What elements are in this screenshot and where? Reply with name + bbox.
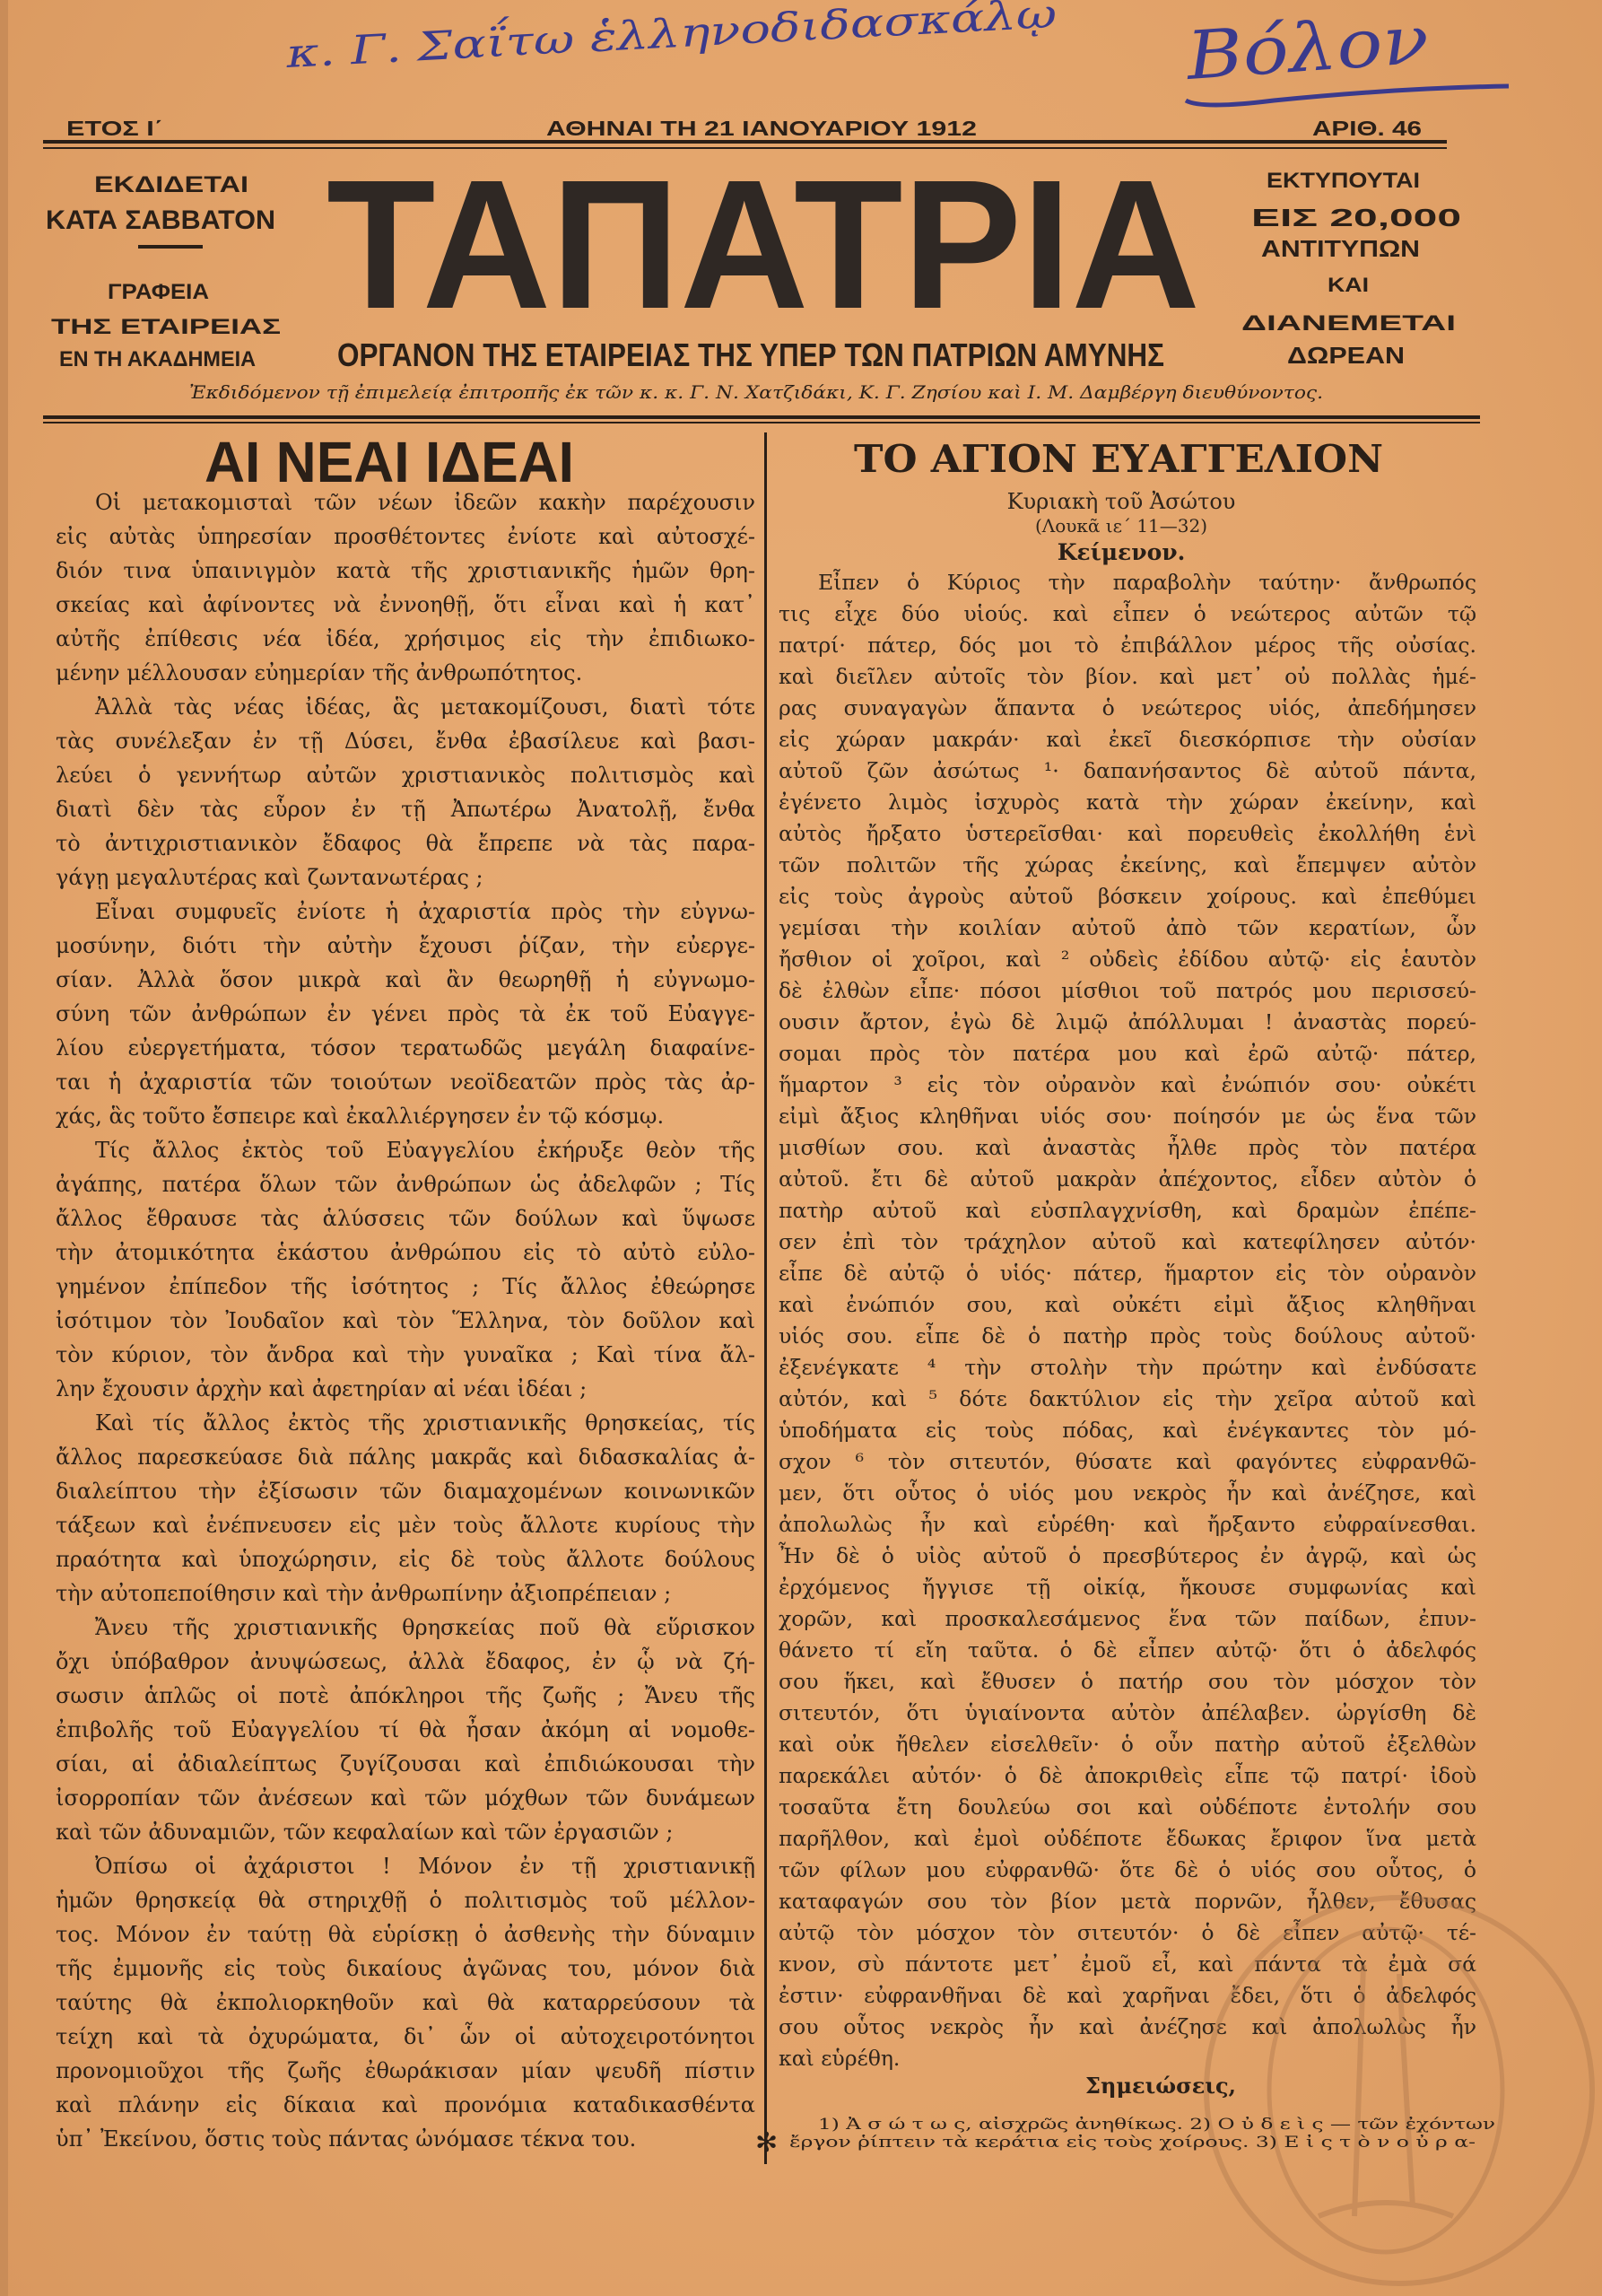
text-line: λίου εὐεργετήματα, τόσον τερατωδῶς μεγάλη διαφαίνε-: [56, 1035, 755, 1061]
text-line: πατρί· πάτερ, δός μοι τὸ ἐπιβάλλον μέρος τῆς οὐσίας.: [779, 633, 1476, 658]
text-line: χάς, ἃς τοῦτο ἔσπειρε καὶ ἐκαλλιέργησεν ἐν τῷ κόσμῳ.: [56, 1104, 665, 1129]
masthead-bottom-rule: [43, 415, 1480, 419]
text-line: αὐτὸς ἤρξατο ὑστερεῖσθαι· καὶ πορευθεὶς ἐκολλήθη ἑνὶ: [779, 821, 1476, 846]
text-line: ἄλλος ἔθραυσε τὰς ἁλύσσεις τῶν δούλων καὶ ὕψωσε: [56, 1206, 755, 1231]
text-line: ἰσότιμον τὸν Ἰουδαῖον καὶ τὸν Ἕλληνα, τὸν δοῦλον καὶ: [56, 1308, 755, 1333]
text-line: τις εἶχε δύο υἱούς. καὶ εἶπεν ὁ νεώτερος αὐτῶν τῷ: [779, 601, 1476, 626]
text-line: παρῆλθον, καὶ ἐμοὶ οὐδέποτε ἔδωκας ἔριφον ἵνα μετὰ: [779, 1826, 1476, 1851]
text-line: τὰς συνέλεξαν ἐν τῇ Δύσει, ἔνθα ἐβασίλευε καὶ βασι-: [56, 729, 755, 754]
text-line: Ἀλλὰ τὰς νέας ἰδέας, ἃς μετακομίζουσι, διατὶ τότε: [95, 694, 755, 720]
text-line: γημένον ἐπίπεδον τῆς ἰσότητος ; Τίς ἄλλος ἐθεώρησε: [56, 1274, 755, 1299]
text-line: καὶ εὑρέθη.: [779, 2046, 901, 2071]
text-line: σχον ⁶ τὸν σιτευτόν, θύσατε καὶ φαγόντες εὐφρανθῶ-: [779, 1449, 1476, 1474]
text-line: αὐτοῦ ζῶν ἀσώτως ¹· δαπανήσαντος δὲ αὐτοῦ πάντα,: [779, 758, 1476, 783]
text-line: Ἦν δὲ ὁ υἱὸς αὐτοῦ ὁ πρεσβύτερος ἐν ἀγρῷ, καὶ ὡς: [779, 1543, 1476, 1568]
text-line: ἐγένετο λιμὸς ἰσχυρὸς κατὰ τὴν χώραν ἐκείνην, καὶ: [779, 790, 1476, 815]
box-line: ΓΡΑΦΕΙΑ: [108, 280, 209, 304]
text-line: αὐτῷ τὸν μόσχον τὸν σιτευτόν· ὁ δὲ εἶπεν αὐτῷ· τέ-: [779, 1920, 1476, 1945]
box-line: ΔΙΑΝΕΜΕΤΑΙ: [1241, 311, 1456, 336]
footnote-line: 1) Ἀ σ ώ τ ω ς, αἰσχρῶς ἀνηθίκως. 2) Ο ὐ δ ε ὶ ς — τῶν ἐχόντων: [818, 2116, 1495, 2134]
left-article-body: [56, 485, 755, 2156]
text-line: ται ἡ ἀχαριστία τῶν τοιούτων νεοϊδεατῶν πρὸς τὰς ἀρ-: [56, 1069, 755, 1095]
footnote-line: ἔργον ῥίπτειν τὰ κεράτια εἰς τοὺς χοίρους. 3) Ε ἰ ς τ ὸ ν ο ὐ ρ α-: [789, 2134, 1476, 2152]
text-line: σομαι πρὸς τὸν πατέρα μου καὶ ἐρῶ αὐτῷ· πάτερ,: [779, 1041, 1476, 1066]
text-line: γεμίσαι τὴν κοιλίαν αὐτοῦ ἀπὸ τῶν κερατίων, ὧν: [779, 915, 1476, 940]
year-label: ΕΤΟΣ Ι΄: [66, 117, 163, 140]
text-line: διαλείπτου τὴν ἐξίσωσιν τῶν διαμαχομένων κοινωνικῶν: [56, 1479, 755, 1504]
editorial-credits: Ἐκδιδόμενον τῇ ἐπιμελείᾳ ἐπιτροπῆς ἐκ τῶν κ. κ. Γ. Ν. Χατζιδάκι, Κ. Γ. Ζησίου καὶ Ι. Μ. Δαμβέργη διευθύνοντος.: [189, 381, 1323, 403]
text-line: κνον, σὺ πάντοτε μετ᾿ ἐμοῦ εἶ, καὶ πάντα τὰ ἐμὰ σά: [779, 1951, 1476, 1977]
right-article-title: ΤΟ ΑΓΙΟΝ ΕΥΑΓΓΕΛΙΟΝ: [854, 437, 1383, 481]
text-line: καὶ οὐκ ἤθελεν εἰσελθεῖν· ὁ οὖν πατὴρ αὐτοῦ ἐξελθὼν: [779, 1732, 1476, 1757]
text-line: μοσύνην, διότι τὴν αὐτὴν ἔχουσι ῥίζαν, τὴν εὐεργε-: [56, 933, 755, 958]
masthead-bottom-rule-thin: [43, 422, 1480, 423]
handwritten-city: Βόλον: [1184, 3, 1401, 95]
text-line: σιτευτόν, ὅτι ὑγιαίνοντα αὐτὸν ἀπέλαβεν. ὠργίσθη δὲ: [779, 1700, 1476, 1725]
text-line: Εἶπεν ὁ Κύριος τὴν παραβολὴν ταύτην· ἄνθρωπός: [818, 570, 1476, 595]
text-line: Καὶ τίς ἄλλος ἐκτὸς τῆς χριστιανικῆς θρησκείας, τίς: [95, 1410, 755, 1436]
text-line: Ἄνευ τῆς χριστιανικῆς θρησκείας ποῦ θὰ εὕρισκον: [95, 1615, 755, 1640]
text-line: σου ἥκει, καὶ ἔθυσεν ὁ πατήρ σου τὸν μόσχον τὸν: [779, 1669, 1476, 1694]
text-line: πατὴρ αὐτοῦ καὶ εὐσπλαγχνίσθη, καὶ δραμὼν ἐπέπε-: [779, 1198, 1476, 1223]
text-line: τὸν κύριον, τὸν ἄνδρα καὶ τὴν γυναῖκα ; Καὶ τίνα ἄλ-: [56, 1342, 755, 1367]
text-line: Τίς ἄλλος ἐκτὸς τοῦ Εὐαγγελίου ἐκήρυξε θεὸν τῆς: [95, 1138, 755, 1163]
text-line: ἀγάπης, πατέρα ὅλων τῶν ἀνθρώπων ὡς ἀδελφῶν ; Τίς: [56, 1172, 755, 1197]
text-line: τῶν πολιτῶν τῆς χώρας ἐκείνης, καὶ ἔπεμψεν αὐτὸν: [779, 852, 1476, 877]
text-line: αὐτῆς ἐπίθεσις νέα ἰδέα, χρήσιμος εἰς τὴν ἐπιδιωκο-: [56, 626, 755, 651]
text-line: ἥμαρτον ³ εἰς τὸν οὐρανὸν καὶ ἐνώπιόν σου· οὐκέτι: [779, 1072, 1476, 1097]
left-article-title: ΑΙ ΝΕΑΙ ΙΔΕΑΙ: [205, 430, 574, 494]
text-line: Ὀπίσω οἱ ἀχάριστοι ! Μόνον ἐν τῇ χριστιανικῇ: [95, 1854, 755, 1879]
text-line: τοσαῦτα ἔτη δουλεύω σοι καὶ οὐδέποτε ἐντολήν σου: [779, 1794, 1476, 1820]
scripture-reference: (Λουκᾶ ιε΄ 11—32): [1034, 515, 1208, 537]
text-line: λην ἔχουσιν ἀρχὴν καὶ ἀφετηρίαν αἱ νέαι ἰδέαι ;: [56, 1376, 588, 1401]
text-line: ἐπιβολῆς τοῦ Εὐαγγελίου τί θὰ ἦσαν ἀκόμη αἱ νομοθε-: [56, 1717, 755, 1742]
text-line: ὑποδήματα εἰς τοὺς πόδας, καὶ ἐνέγκαντες τὸν μό-: [779, 1418, 1476, 1443]
text-line: λεύει ὁ γεννήτωρ αὐτῶν χριστιανικὸς πολιτισμὸς καὶ: [56, 763, 755, 788]
text-line: σεν ἐπὶ τὸν τράχηλον αὐτοῦ καὶ κατεφίλησεν αὐτόν·: [779, 1229, 1476, 1254]
box-line: ΑΝΤΙΤΥΠΩΝ: [1261, 235, 1420, 262]
asterisk-icon: ✻: [755, 2127, 779, 2159]
text-line: ἐξενέγκατε ⁴ τὴν στολὴν τὴν πρώτην καὶ ἐνδύσατε: [779, 1355, 1476, 1380]
text-line: σίαν. Ἀλλὰ ὅσον μικρὰ καὶ ἂν θεωρηθῇ ἡ εὐγνωμο-: [56, 967, 755, 992]
text-line: ἐστιν· εὐφρανθῆναι δὲ καὶ χαρῆναι ἔδει, ὅτι ὁ ἀδελφός: [779, 1983, 1476, 2008]
column-divider: [764, 432, 767, 2164]
right-article-subtitle: Κυριακὴ τοῦ Ἀσώτου: [1006, 489, 1236, 514]
right-article-body: [779, 567, 1476, 2074]
text-line: καὶ διεῖλεν αὐτοῖς τὸν βίον. καὶ μετ᾿ οὐ πολλὰς ἡμέ-: [779, 664, 1476, 689]
text-line: τὴν ἀτομικότητα ἑκάστου ἀνθρώπου εἰς τὸ αὐτὸ εὐλο-: [56, 1240, 755, 1265]
text-line: ἄλλος παρεσκεύασε διὰ πάλης μακρᾶς καὶ διδασκαλίας ἀ-: [56, 1445, 755, 1470]
text-line: τὴν αὐτοπεποίθησιν καὶ τὴν ἀνθρωπίνην ἀξιοπρέπειαν ;: [56, 1581, 672, 1606]
text-line: εἶπε δὲ αὐτῷ ὁ υἱός· πάτερ, ἥμαρτον εἰς τὸν οὐρανὸν: [779, 1261, 1476, 1286]
text-line: παρεκάλει αὐτόν· ὁ δὲ ἀποκριθεὶς εἶπε τῷ πατρί· ἰδοὺ: [779, 1763, 1476, 1788]
text-line: αὐτόν, καὶ ⁵ δότε δακτύλιον εἰς τὴν χεῖρα αὐτοῦ καὶ: [779, 1386, 1476, 1411]
text-line: εἰς αὐτὰς ὑπηρεσίαν προσθέτοντες ἐνίοτε καὶ αὐτοσχέ-: [56, 524, 755, 549]
text-line: ἤσθιον οἱ χοῖροι, καὶ ² οὐδεὶς ἐδίδου αὐτῷ· εἰς ἑαυτὸν: [779, 947, 1476, 972]
text-line: ἡμῶν θρησκείᾳ θὰ στηριχθῇ ὁ πολιτισμὸς τοῦ μέλλον-: [56, 1888, 755, 1913]
newspaper-subtitle: ΟΡΓΑΝΟΝ ΤΗΣ ΕΤΑΙΡΕΙΑΣ ΤΗΣ ΥΠΕΡ ΤΩΝ ΠΑΤΡΙΩΝ ΑΜΥΝΗΣ: [337, 336, 1164, 373]
text-line: πραότητα καὶ ὑποχώρησιν, εἰς δὲ τοὺς ἄλλοτε δούλους: [56, 1547, 755, 1572]
text-line: εἰς τοὺς ἀγροὺς αὐτοῦ βόσκειν χοίρους. καὶ ἐπεθύμει: [779, 884, 1476, 909]
text-line: ουσιν ἄρτον, ἐγὼ δὲ λιμῷ ἀπόλλυμαι ! ἀναστὰς πορεύ-: [779, 1009, 1476, 1035]
text-line: τῶν φίλων μου εὐφρανθῶ· ὅτε δὲ ὁ υἱός σου οὗτος, ὁ: [779, 1857, 1476, 1882]
text-line: διατὶ δὲν τὰς εὗρον ἐν τῇ Ἀπωτέρω Ἀνατολῇ, ἔνθα: [56, 797, 755, 822]
box-line: ΕΚΔΙΔΕΤΑΙ: [94, 172, 248, 197]
newspaper-title: ΤΑΠΑΤΡΙΑ: [326, 142, 1200, 347]
circulation-info-box: [1241, 169, 1461, 369]
text-line: ρας συναγαγὼν ἅπαντα ὁ νεώτερος υἱός, ἀπεδήμησεν: [779, 695, 1476, 720]
notes-title: Σημειώσεις,: [1085, 2073, 1236, 2099]
text-line: σωσιν ἁπλῶς οἱ ποτὲ ἀπόκληροι τῆς ζωῆς ; Ἄνευ τῆς: [56, 1683, 755, 1708]
text-line: τάξεων καὶ ἐνέπνευσεν εἰς μὲν τοὺς ἄλλοτε κυρίους τὴν: [56, 1513, 755, 1538]
box-divider: [138, 245, 203, 249]
text-line: ἰσορροπίαν τῶν ἀνέσεων καὶ τῶν μόχθων τῶν δυνάμεων: [56, 1785, 755, 1811]
text-line: καταφαγών σου τὸν βίον μετὰ πορνῶν, ἦλθεν, ἔθυσας: [779, 1889, 1476, 1914]
text-line: καὶ τῶν ἀδυναμιῶν, τῶν κεφαλαίων καὶ τῶν ἐργασιῶν ;: [56, 1820, 674, 1845]
text-line: σίαι, αἱ ἀδιαλείπτως ζυγίζουσαι καὶ ἐπιδιώκουσαι τὴν: [56, 1751, 755, 1777]
text-line: μισθίων σου. καὶ ἀναστὰς ἦλθε πρὸς τὸν πατέρα: [779, 1135, 1476, 1160]
text-line: ἐρχόμενος ἤγγισε τῇ οἰκίᾳ, ἤκουσε συμφωνίας καὶ: [779, 1575, 1476, 1600]
text-line: τείχη καὶ τὰ ὀχυρώματα, δι᾿ ὧν οἱ αὐτοχειροτόνητοι: [56, 2024, 755, 2049]
text-line: σκείας καὶ ἀφίνοντες νὰ ἐννοηθῇ, ὅτι εἶναι καὶ ἡ κατ᾿: [56, 592, 755, 617]
text-line: σύνη τῶν ἀνθρώπων ἐν γένει πρὸς τὰ ἐκ τοῦ Εὐαγγε-: [56, 1001, 755, 1026]
text-line: ἀπολωλὼς ἦν καὶ εὑρέθη· καὶ ἤρξαντο εὐφραίνεσθαι.: [779, 1512, 1476, 1537]
box-line: ΕΚΤΥΠΟΥΤΑΙ: [1267, 169, 1420, 193]
text-line: Οἱ μετακομισταὶ τῶν νέων ἰδεῶν κακὴν παρέχουσιν: [95, 490, 755, 515]
text-line: μεν, ὅτι οὗτος ὁ υἱός μου νεκρὸς ἦν καὶ ἀνέζησε, καὶ: [779, 1480, 1476, 1506]
publication-info-box: [46, 172, 281, 371]
text-line: τὸ ἀντιχριστιανικὸν ἔδαφος θὰ ἔπρεπε νὰ τὰς παρα-: [56, 831, 755, 856]
text-line: αὐτοῦ. ἔτι δὲ αὐτοῦ μακρὰν ἀπέχοντος, εἶδεν αὐτὸν ὁ: [779, 1166, 1476, 1192]
text-line: ταύτης θὰ ἐκπολιορκηθοῦν καὶ θὰ καταρρεύσουν τὰ: [56, 1990, 755, 2015]
box-line: ΕΙΣ 20,000: [1251, 204, 1461, 231]
text-line: διόν τινα ὑπαινιγμὸν κατὰ τῆς χριστιανικῆς ἡμῶν θρη-: [56, 558, 755, 583]
text-line: εἰς χώραν μακράν· καὶ ἐκεῖ διεσκόρπισε τὴν οὐσίαν: [779, 727, 1476, 752]
text-line: τος. Μόνον ἐν ταύτῃ θὰ εὑρίσκῃ ὁ ἀσθενὴς τὴν δύναμιν: [56, 1922, 755, 1947]
text-line: υἱός σου. εἶπε δὲ ὁ πατὴρ πρὸς τοὺς δούλους αὐτοῦ·: [779, 1323, 1476, 1349]
text-line: Εἶναι συμφυεῖς ἐνίοτε ἡ ἀχαριστία πρὸς τὴν εὐγνω-: [95, 899, 755, 924]
box-line: ΚΑΙ: [1328, 274, 1369, 296]
issue-number: ΑΡΙΘ. 46: [1312, 117, 1422, 140]
text-line: μένην μέλλουσαν εὐημερίαν τῆς ἀνθρωπότητος.: [56, 660, 583, 685]
text-line: καὶ πλάνην εἰς δίκαια καὶ προνόμια καταδικασθέντα: [56, 2092, 755, 2117]
box-line: ΕΝ ΤΗ ΑΚΑΔΗΜΕΙΑ: [59, 347, 256, 371]
text-line: θάνετο τί εἴη ταῦτα. ὁ δὲ εἶπεν αὐτῷ· ὅτι ὁ ἀδελφός: [779, 1637, 1476, 1663]
handwritten-address: [283, 0, 1509, 105]
text-line: σου οὗτος νεκρὸς ἦν καὶ ἀνέζησε καὶ ἀπολωλὼς ἦν: [779, 2014, 1476, 2039]
text-line: ὄχι ὑπόβαθρον ἀνυψώσεως, ἀλλὰ ἔδαφος, ἐν ᾧ νὰ ζή-: [56, 1649, 755, 1674]
box-line: ΚΑΤΑ ΣΑΒΒΑΤΟΝ: [46, 205, 275, 235]
text-line: χορῶν, καὶ προσκαλεσάμενος ἕνα τῶν παίδων, ἐπυν-: [779, 1606, 1476, 1631]
text-line: δὲ ἐλθὼν εἶπε· πόσοι μίσθιοι τοῦ πατρός μου περισσεύ-: [779, 978, 1476, 1003]
section-label: Κείμενον.: [1057, 539, 1186, 565]
box-line: ΔΩΡΕΑΝ: [1287, 342, 1405, 369]
text-line: καὶ ἐνώπιόν σου, καὶ οὐκέτι εἰμὶ ἄξιος κληθῆναι: [779, 1292, 1476, 1317]
text-line: προνομιοῦχοι τῆς ζωῆς ἐθωράκισαν μίαν ψευδῆ πίστιν: [56, 2058, 755, 2083]
text-line: γάγῃ μεγαλυτέρας καὶ ζωντανωτέρας ;: [56, 865, 483, 890]
box-line: ΤΗΣ ΕΤΑΙΡΕΙΑΣ: [51, 315, 281, 339]
text-line: εἰμὶ ἄξιος κληθῆναι υἱός σου· ποίησόν με ὡς ἕνα τῶν: [779, 1104, 1476, 1129]
dateline: ΑΘΗΝΑΙ ΤΗ 21 ΙΑΝΟΥΑΡΙΟΥ 1912: [546, 117, 977, 140]
text-line: ὑπ᾿ Ἐκείνου, ὅστις τοὺς πάντας ὠνόμασε τέκνα του.: [56, 2126, 637, 2152]
handwritten-addressee: κ. Γ. Σαΐτω ἑλληνοδιδασκάλῳ: [284, 0, 896, 77]
text-line: τῆς ἐμμονῆς εἰς τοὺς δικαίους ἀγῶνας του, μόνον διὰ: [56, 1956, 755, 1981]
